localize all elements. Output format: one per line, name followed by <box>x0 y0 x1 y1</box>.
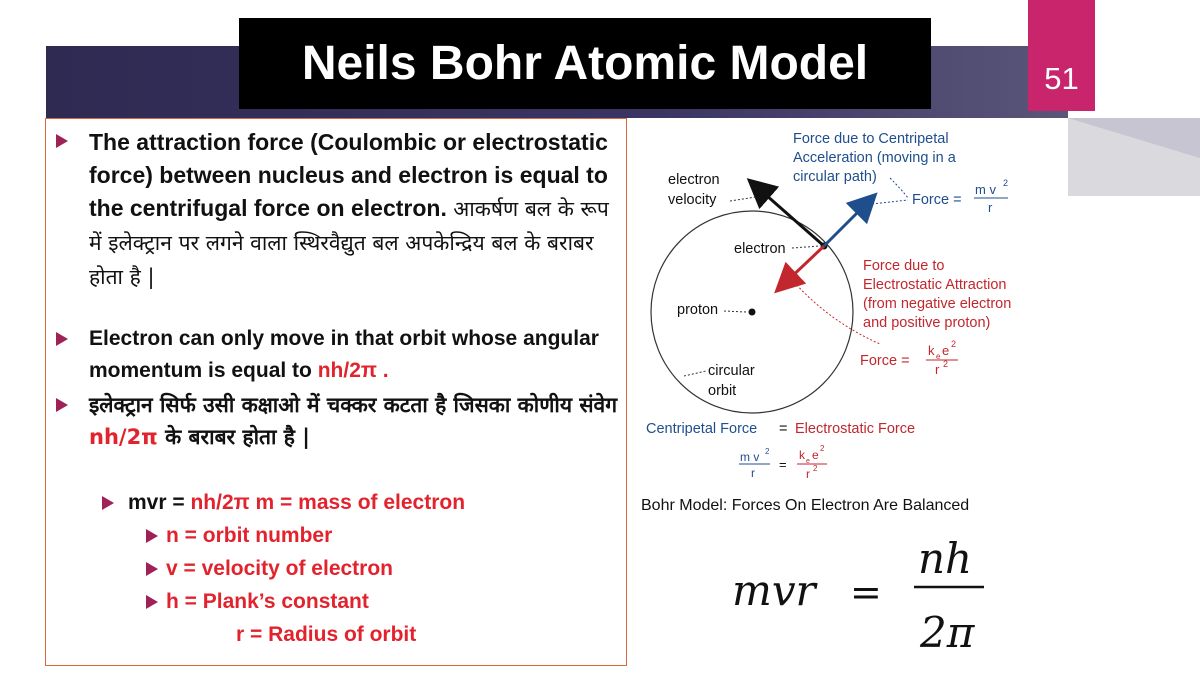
sub-bullet-h: h = Plank’s constant <box>166 590 369 613</box>
sq-1: 2 <box>1003 178 1009 188</box>
electrostatic-label: Force due to <box>863 258 945 274</box>
bal-sq2: 2 <box>820 444 825 453</box>
electrostatic-arrow <box>785 246 824 283</box>
bullet-marker <box>102 496 114 510</box>
centripetal-label-3: circular path) <box>793 169 877 185</box>
balance-eq-sign: = <box>779 421 788 437</box>
bullet-marker <box>56 332 68 346</box>
bal-k: k <box>799 448 805 462</box>
proton-dot <box>749 309 756 316</box>
ke-k: k <box>928 343 935 358</box>
sq-2: 2 <box>951 339 957 349</box>
equation-denominator: 2π <box>920 608 975 655</box>
r2-r: r <box>935 362 940 377</box>
bullet-marker <box>146 562 158 576</box>
bal-eq2: = <box>779 457 787 472</box>
bal-sq3: 2 <box>813 464 818 473</box>
electrostatic-label-2: Electrostatic Attraction <box>863 277 1007 293</box>
sub-bullet-v: v = velocity of electron <box>166 557 394 580</box>
bal-r: r <box>751 466 755 480</box>
bohr-force-diagram <box>640 122 1060 522</box>
decorative-chevron <box>1040 118 1200 278</box>
bullet-marker <box>56 398 68 412</box>
equation-numerator: nh <box>918 535 973 583</box>
force-electrostatic-eq-label: Force = <box>860 353 910 369</box>
centripetal-label: Force due to Centripetal <box>793 131 949 147</box>
bal-r2: r <box>806 467 810 481</box>
velocity-arrow <box>758 188 824 246</box>
centripetal-arrow <box>824 203 867 246</box>
balance-electrostatic: Electrostatic Force <box>795 421 916 437</box>
electrostatic-label-3: (from negative electron <box>863 296 1012 312</box>
bullet-2: Electron can only move in that orbit whose angular momentum is equal to nh/2π . <box>89 327 599 382</box>
slide-title: Neils Bohr Atomic Model <box>239 18 931 109</box>
page-number: 51 <box>1028 0 1095 111</box>
bal-esub: e <box>806 458 810 465</box>
r-denominator: r <box>988 200 993 215</box>
electron-label: electron <box>734 241 786 257</box>
bullet-marker <box>146 595 158 609</box>
ke-e: e <box>942 343 950 358</box>
bullet-3-formula: nh/2π <box>89 425 158 449</box>
electrostatic-label-4: and positive proton) <box>863 315 991 331</box>
sub-bullet-mvr: mvr = nh/2π m = mass of electron <box>128 491 466 514</box>
bullet-marker <box>56 134 68 148</box>
orbit-label: orbit <box>708 383 737 399</box>
proton-label: proton <box>677 302 719 318</box>
bal-sq: 2 <box>765 447 770 456</box>
sub-bullet-n: n = orbit number <box>166 524 333 547</box>
bullet-1-english: The attraction force (Coulombic or electrostatic force) between nucleus and electron is equal to the centrifugal force on electron. आकर्षण बल के रूप में इलेक्ट्रान पर लगने वाला स्थिरवैद्युत बल अपकेन्द्रिय बल के बराबर होता है | <box>89 129 609 289</box>
force-centripetal-eq-label: Force = <box>912 192 962 208</box>
sq-3: 2 <box>943 359 949 369</box>
velocity-label-2: velocity <box>668 192 717 208</box>
bal-mv: m v <box>740 450 760 464</box>
sub-bullet-r: r = Radius of orbit <box>236 623 417 646</box>
balance-equation: Centripetal Force <box>646 421 758 437</box>
equation-equals: = <box>850 570 882 614</box>
bohr-equation <box>732 535 1032 655</box>
equation-lhs: mvr <box>732 566 816 615</box>
bullet-3-hindi: इलेक्ट्रान सिर्फ उसी कक्षाओ में चक्कर कटता है जिसका कोणीय संवेग nh/2π के बराबर होता है | <box>89 393 618 449</box>
centripetal-label-2: Acceleration (moving in a <box>793 150 956 166</box>
bullet-2-formula: nh/2π . <box>317 359 389 382</box>
diagram-caption: Bohr Model: Forces On Electron Are Balanced <box>641 497 970 514</box>
ke-sub: e <box>936 352 941 361</box>
mv2-numerator: m v <box>975 182 996 197</box>
bullet-marker <box>146 529 158 543</box>
circular-orbit-label: circular <box>708 363 755 379</box>
bal-e: e <box>812 448 819 462</box>
bullet-1-hindi: आकर्षण बल के रूप में इलेक्ट्रान पर लगने वाला स्थिरवैद्युत बल अपकेन्द्रिय बल के बराबर होता है | <box>89 197 609 289</box>
velocity-label: electron <box>668 172 720 188</box>
